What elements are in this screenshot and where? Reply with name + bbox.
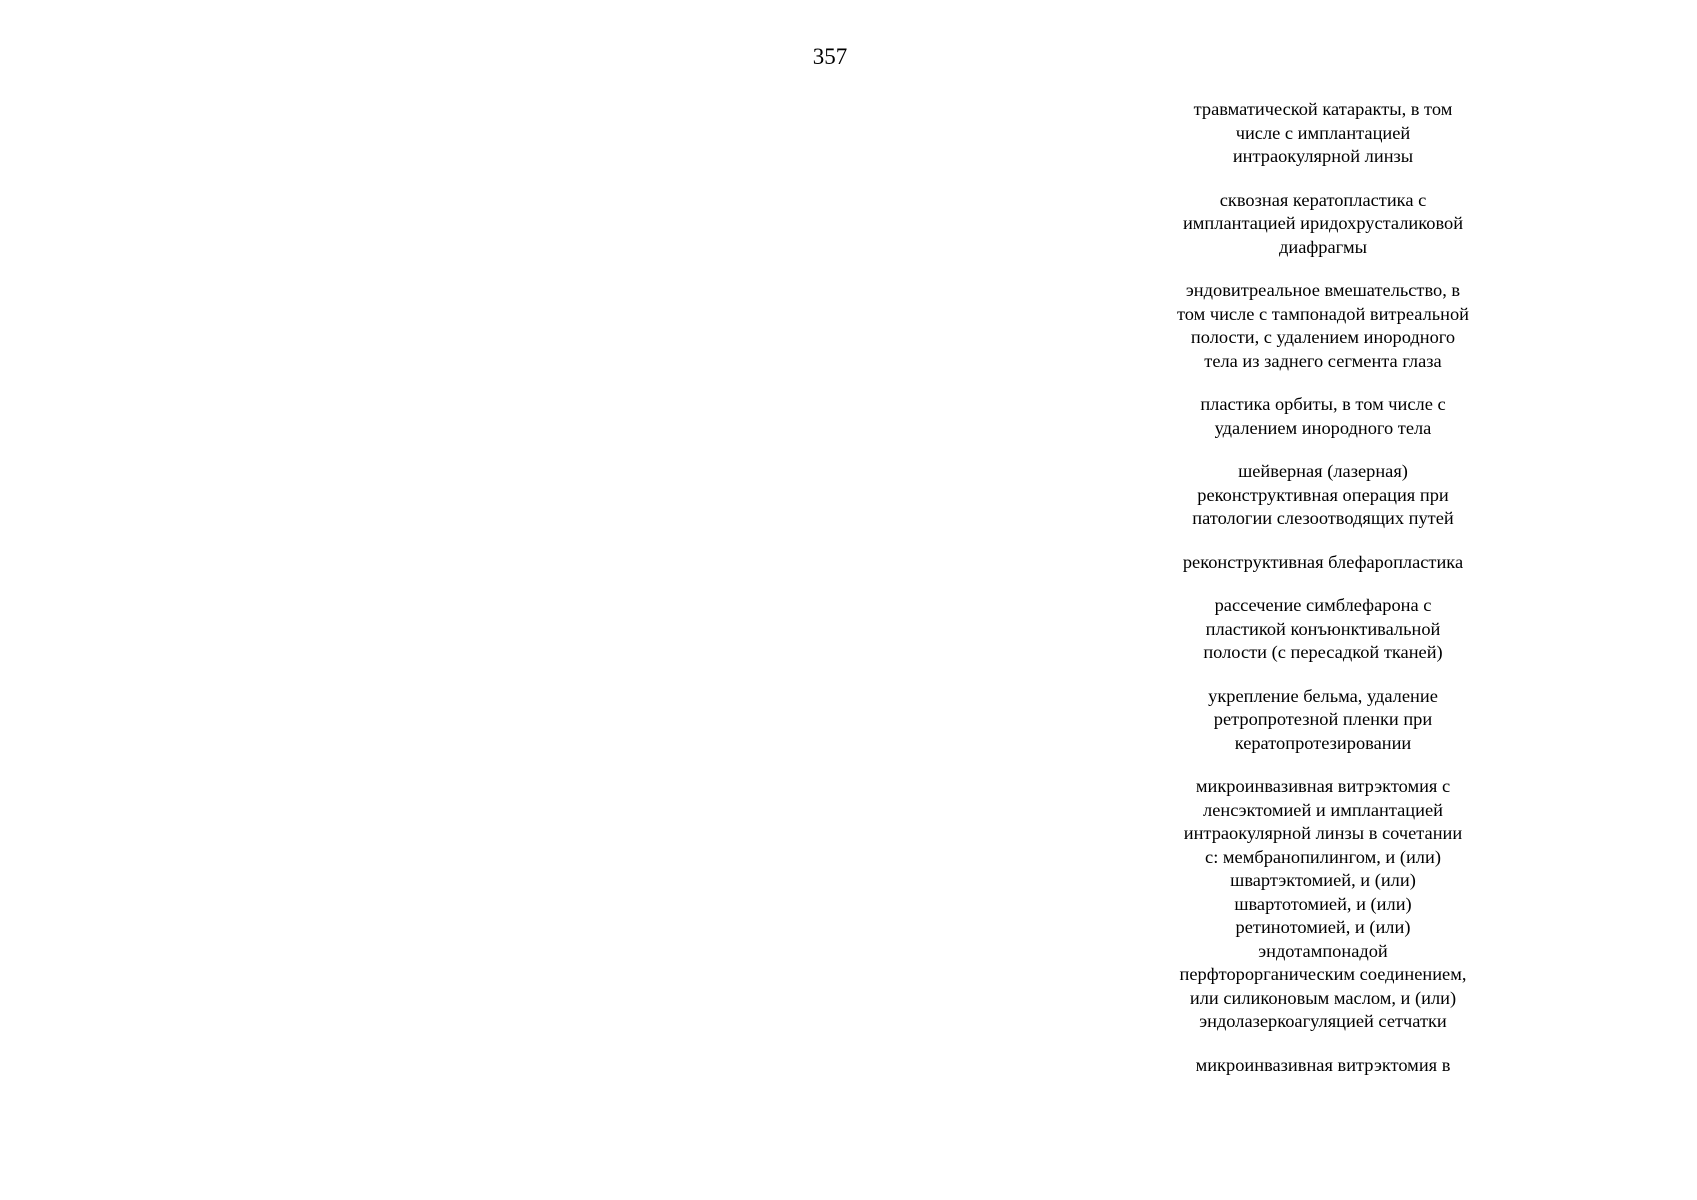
procedure-item: сквозная кератопластика с имплантацией иридохрусталиковой диафрагмы: [1182, 189, 1464, 257]
procedure-item: пластика орбиты, в том числе с удалением инородного тела: [1200, 394, 1446, 438]
procedure-item: микроинвазивная витрэктомия с ленсэктомией и имплантацией интраокулярной линзы в сочетании с: мембранопилингом, и (или) швартэктомией, и (или) швартотомией, и (или) ретинотомией, и (или) эндотампонадой перфторорганическим соединением, или силиконовым маслом, и (или) эндолазеркоагуляцией сетчатки: [1179, 776, 1467, 1031]
procedure-item: укрепление бельма, удаление ретропротезной пленки при кератопротезировании: [1208, 685, 1438, 753]
page-number: 357: [812, 44, 848, 69]
procedure-item: травматической катаракты, в том числе с имплантацией интраокулярной линзы: [1193, 99, 1453, 166]
procedure-item: реконструктивная блефаропластика: [1182, 551, 1464, 572]
procedure-list: [1152, 98, 1494, 1077]
procedure-item: рассечение симблефарона с пластикой конъюнктивальной полости (с пересадкой тканей): [1203, 595, 1443, 662]
procedure-item: эндовитреальное вмешательство, в том числе с тампонадой витреальной полости, с удалением инородного тела из заднего сегмента глаза: [1176, 280, 1470, 371]
procedure-item: микроинвазивная витрэктомия в: [1195, 1054, 1451, 1075]
procedure-item: шейверная (лазерная) реконструктивная операция при патологии слезоотводящих путей: [1192, 461, 1454, 528]
